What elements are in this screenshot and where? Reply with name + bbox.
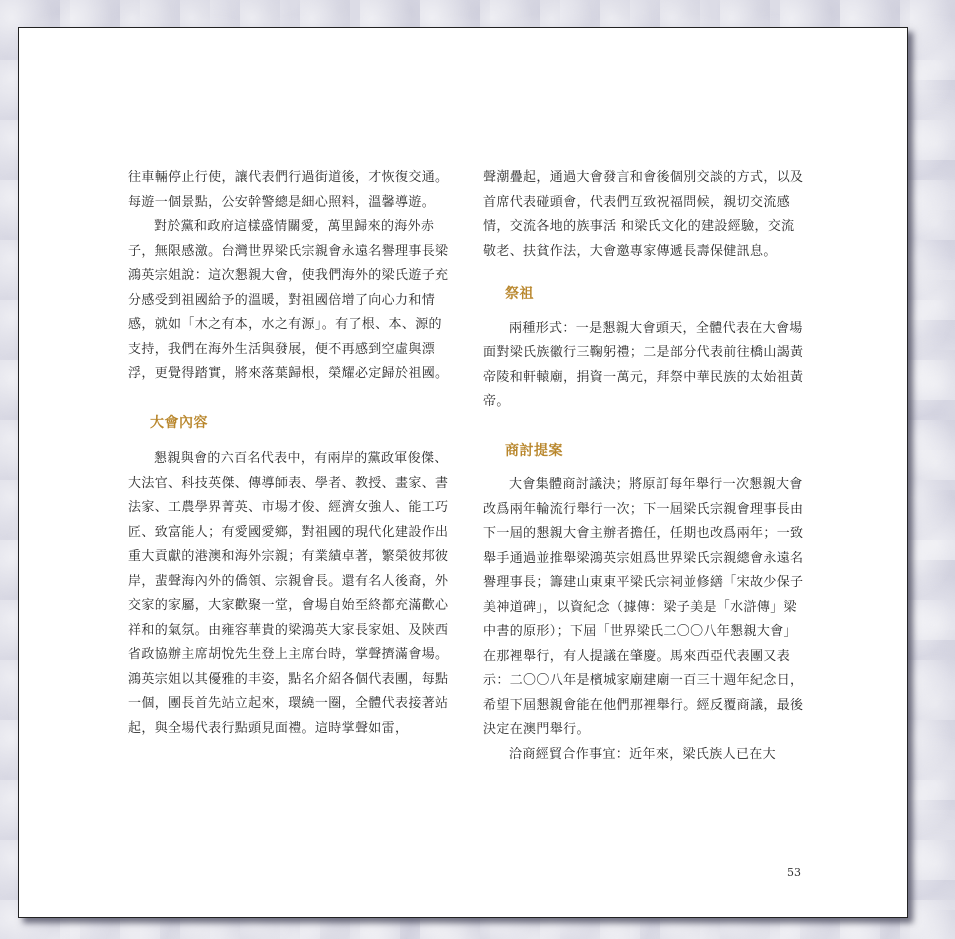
section-heading-proposals: 商討提案 — [505, 442, 563, 459]
book-page — [18, 27, 908, 918]
left-paragraph-2: 對於黨和政府這樣盛情關愛，萬里歸來的海外赤子，無限感激。台灣世界梁氏宗親會永遠名譽理事長梁鴻英宗姐說：這次懇親大會，使我們海外的梁氏遊子充分感受到祖國給予的溫暖，對祖國倍增了向心力和情感，就如「木之有本，水之有源」。有了根、本、源的支持，我們在海外生活與發展，便不再感到空虛與漂浮，更覺得踏實，將來落葉歸根，榮耀必定歸於祖國。 — [128, 219, 449, 381]
right-paragraph-1: 聲潮疊起，通過大會發言和會後個別交談的方式，以及首席代表碰頭會，代表們互致祝福問候，親切交流感情，交流各地的族事活 和梁氏文化的建設經驗，交流敬老、扶貧作法，大會邀專家傳遞長壽保健訊息。 — [483, 170, 804, 259]
section-heading-conference-content: 大會內容 — [150, 414, 208, 431]
left-column — [128, 166, 450, 741]
right-column — [483, 166, 805, 767]
section-heading-ancestor-worship: 祭祖 — [505, 286, 534, 302]
right-paragraph-3: 大會集體商討議決；將原訂每年舉行一次懇親大會改爲兩年輪流行舉行一次；下一屆梁氏宗親會理事長由下一屆的懇親大會主辦者擔任，任期也改爲兩年；一致舉手通過並推舉梁鴻英宗姐爲世界梁氏宗親總會永遠名譽理事長；籌建山東東平梁氏宗祠並修繕「宋故少保子美神道碑」，以資紀念（據傳：梁子美是「水滸傳」梁中書的原形）；下屆「世界梁氏二〇〇八年懇親大會」在那裡舉行，有人提議在肇慶。馬來西亞代表團又表示：二〇〇八年是檳城家廟建廟一百三十週年紀念日，希望下屆懇親會能在他們那裡舉行。經反覆商議，最後決定在澳門舉行。 — [483, 477, 804, 737]
right-paragraph-2: 兩種形式：一是懇親大會頭天，全體代表在大會場面對梁氏族徽行三鞠躬禮；二是部分代表前往橋山謁黃帝陵和軒轅廟，捐資一萬元，拜祭中華民族的太始祖黃帝。 — [483, 320, 804, 409]
left-paragraph-1: 往車輛停止行使，讓代表們行過街道後，才恢復交通。每遊一個景點，公安幹警總是細心照料，溫馨導遊。 — [128, 170, 449, 210]
page-number: 53 — [787, 866, 801, 879]
right-paragraph-4: 洽商經貿合作事宜：近年來，梁氏族人已在大 — [509, 746, 777, 762]
left-paragraph-3: 懇親與會的六百名代表中，有兩岸的黨政軍俊傑、大法官、科技英傑、傳導師表、學者、教授、畫家、書法家、工農學界菁英、市場才俊、經濟女強人、能工巧匠、致富能人；有愛國愛鄉，對祖國的現代化建設作出重大貢獻的港澳和海外宗親；有業績卓著，繁榮彼邦彼岸，蜚聲海內外的僑領、宗親會長。還有名人後裔，外交家的家屬，大家歡聚一堂，會場自始至終都充滿歡心祥和的氣氛。由雍容華貴的梁鴻英大家長家姐、及陝西省政協辦主席胡悅先生登上主席台時，掌聲擠滿會場。鴻英宗姐以其優雅的丰姿，點名介紹各個代表團，每點一個，團長首先站立起來，環繞一圈，全體代表接著站起，與全場代表行點頭見面禮。這時掌聲如雷， — [128, 451, 449, 736]
